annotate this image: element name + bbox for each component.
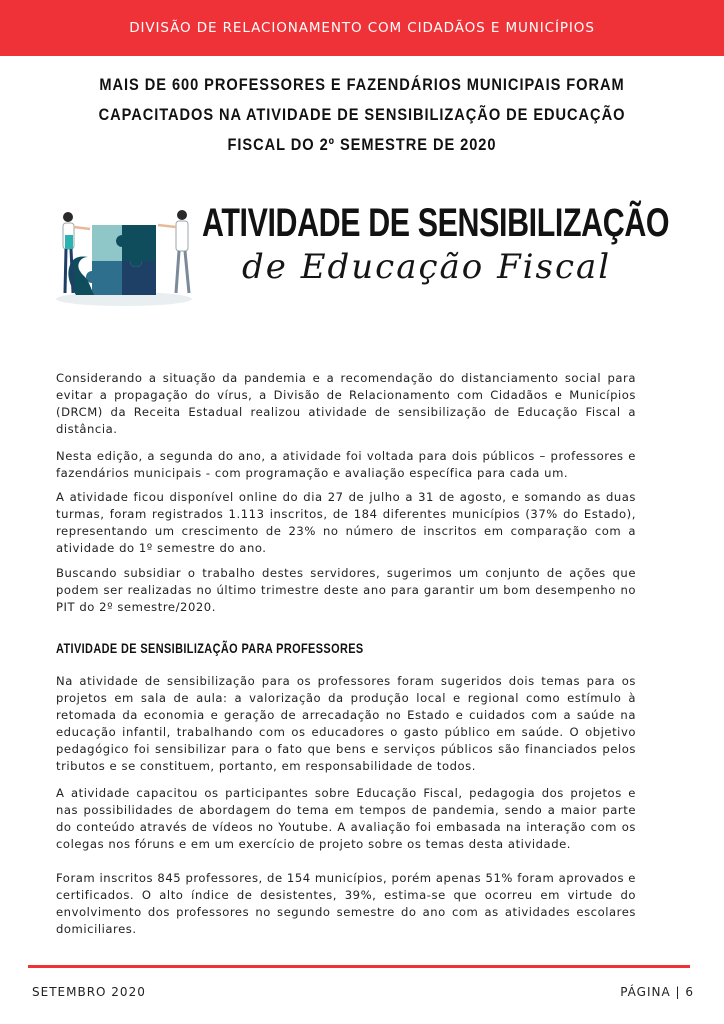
hero-subtitle: de Educação Fiscal	[242, 247, 612, 287]
paragraph-audiences: Nesta edição, a segunda do ano, a atividade foi voltada para dois públicos – professores e fazendários municipais - com programação e avaliação específica para cada um.	[56, 449, 636, 480]
footer-page-number: PÁGINA | 6	[620, 985, 694, 999]
puzzle-people-illustration	[52, 195, 202, 315]
section-heading: ATIVIDADE DE SENSIBILIZAÇÃO PARA PROFESSORES	[56, 640, 364, 656]
footer-date: SETEMBRO 2020	[32, 985, 146, 999]
paragraph-teacher-results: Foram inscritos 845 professores, de 154 municípios, porém apenas 51% foram aprovados e certificados. O alto índice de desistentes, 39%, estima-se que ocorreu em virtude do envolvimento dos professores no segundo semestre do ano com as atividades escolares domiciliares.	[56, 871, 636, 936]
hero-title: ATIVIDADE DE SENSIBILIZAÇÃO	[202, 201, 670, 245]
page-headline: MAIS DE 600 PROFESSORES E FAZENDÁRIOS MUNICIPAIS FORAM CAPACITADOS NA ATIVIDADE DE SENSIBILIZAÇÃO DE EDUCAÇÃO FISCAL DO 2º SEMESTRE DE 2020	[98, 75, 626, 154]
paragraph-actions: Buscando subsidiar o trabalho destes servidores, sugerimos um conjunto de ações que podem ser realizadas no último trimestre deste ano para garantir um bom desempenho no PIT do 2º semestre/2020.	[56, 566, 636, 614]
paragraph-intro: Considerando a situação da pandemia e a recomendação do distanciamento social para evitar a propagação do vírus, a Divisão de Relacionamento com Cidadãos e Municípios (DRCM) da Receita Estadual realizou atividade de sensibilização de Educação Fiscal a distância.	[56, 371, 636, 436]
paragraph-teacher-themes: Na atividade de sensibilização para os professores foram sugeridos dois temas para os projetos em sala de aula: a valorização da produção local e regional como estímulo à retomada da economia e geração de arrecadação no Estado e cuidados com a saúde na educação infantil, trabalhando com os educadores o gasto público em saúde. O objetivo pedagógico foi sensibilizar para o fato que bens e serviços públicos são financiados pelos tributos e se constituem, portanto, em responsabilidade de todos.	[56, 674, 636, 773]
paragraph-teacher-training: A atividade capacitou os participantes sobre Educação Fiscal, pedagogia dos projetos e nas possibilidades de abordagem do tema em tempos de pandemia, sendo a maior parte do conteúdo através de vídeos no Youtube. A avaliação foi embasada na interação com os colegas nos fóruns e em um exercício de projeto sobre os temas desta atividade.	[56, 786, 636, 851]
hero-banner	[52, 195, 670, 315]
footer-divider	[28, 965, 690, 968]
top-banner: DIVISÃO DE RELACIONAMENTO COM CIDADÃOS E MUNICÍPIOS	[0, 0, 724, 56]
paragraph-enrollment: A atividade ficou disponível online do dia 27 de julho a 31 de agosto, e somando as duas turmas, foram registrados 1.113 inscritos, de 184 diferentes municípios (37% do Estado), representando um crescimento de 23% no número de inscritos em comparação com a atividade do 1º semestre do ano.	[56, 490, 636, 555]
